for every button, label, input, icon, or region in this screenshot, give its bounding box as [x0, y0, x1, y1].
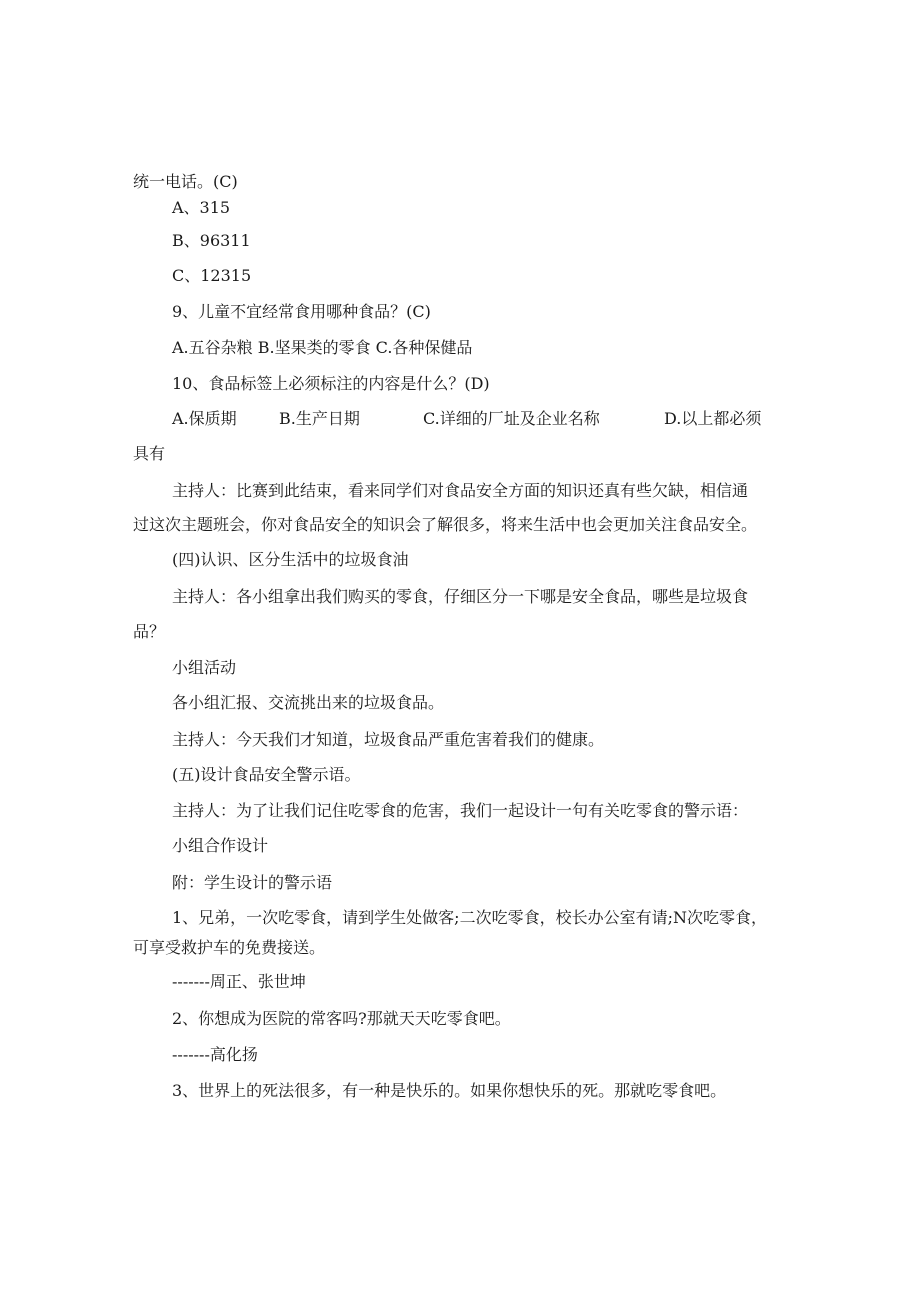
section-heading-5: (五)设计食品安全警示语。: [172, 765, 361, 784]
text-line: 小组活动: [172, 658, 237, 677]
slogan-1-cont: 可享受救护车的免费接送。: [133, 938, 326, 957]
question-10-option-c: C.详细的厂址及企业名称: [423, 409, 600, 428]
host-paragraph-cont: 过这次主题班会，你对食品安全的知识会了解很多，将来生活中也会更加关注食品安全。: [133, 515, 758, 534]
slogan-2-author: -------高化扬: [172, 1045, 258, 1064]
option-c: C、12315: [172, 266, 252, 285]
question-10-option-a: A.保质期: [172, 409, 237, 428]
text-line: 小组合作设计: [172, 836, 269, 855]
option-a: A、315: [172, 198, 231, 217]
host-paragraph: 主持人：今天我们才知道，垃圾食品严重危害着我们的健康。: [172, 730, 605, 749]
question-9: 9、儿童不宜经常食用哪种食品？(C): [172, 302, 431, 321]
host-paragraph: 主持人：各小组拿出我们购买的零食，仔细区分一下哪是安全食品，哪些是垃圾食: [172, 587, 749, 606]
question-10-option-b: B.生产日期: [279, 409, 360, 428]
host-paragraph-cont: 品？: [133, 622, 166, 641]
text-line: 附：学生设计的警示语: [172, 873, 333, 892]
slogan-3: 3、世界上的死法很多，有一种是快乐的。如果你想快乐的死。那就吃零食吧。: [172, 1081, 727, 1100]
text-line: 统一电话。(C): [133, 172, 238, 191]
text-line: 具有: [133, 444, 166, 463]
question-10-option-d: D.以上都必须: [664, 409, 762, 428]
question-9-options: A.五谷杂粮 B.坚果类的零食 C.各种保健品: [172, 338, 473, 357]
question-10: 10、食品标签上必须标注的内容是什么？(D): [172, 374, 490, 393]
host-paragraph: 主持人：为了让我们记住吃零食的危害，我们一起设计一句有关吃零食的警示语：: [172, 801, 749, 820]
host-paragraph: 主持人：比赛到此结束，看来同学们对食品安全方面的知识还真有些欠缺，相信通: [172, 481, 749, 500]
text-line: 各小组汇报、交流挑出来的垃圾食品。: [172, 693, 445, 712]
slogan-1-author: -------周正、张世坤: [172, 972, 306, 991]
option-b: B、96311: [172, 231, 251, 250]
section-heading-4: (四)认识、区分生活中的垃圾食油: [172, 550, 409, 569]
slogan-1: 1、兄弟，一次吃零食，请到学生处做客;二次吃零食，校长办公室有请;N次吃零食，: [172, 908, 767, 927]
slogan-2: 2、你想成为医院的常客吗?那就天天吃零食吧。: [172, 1009, 511, 1028]
